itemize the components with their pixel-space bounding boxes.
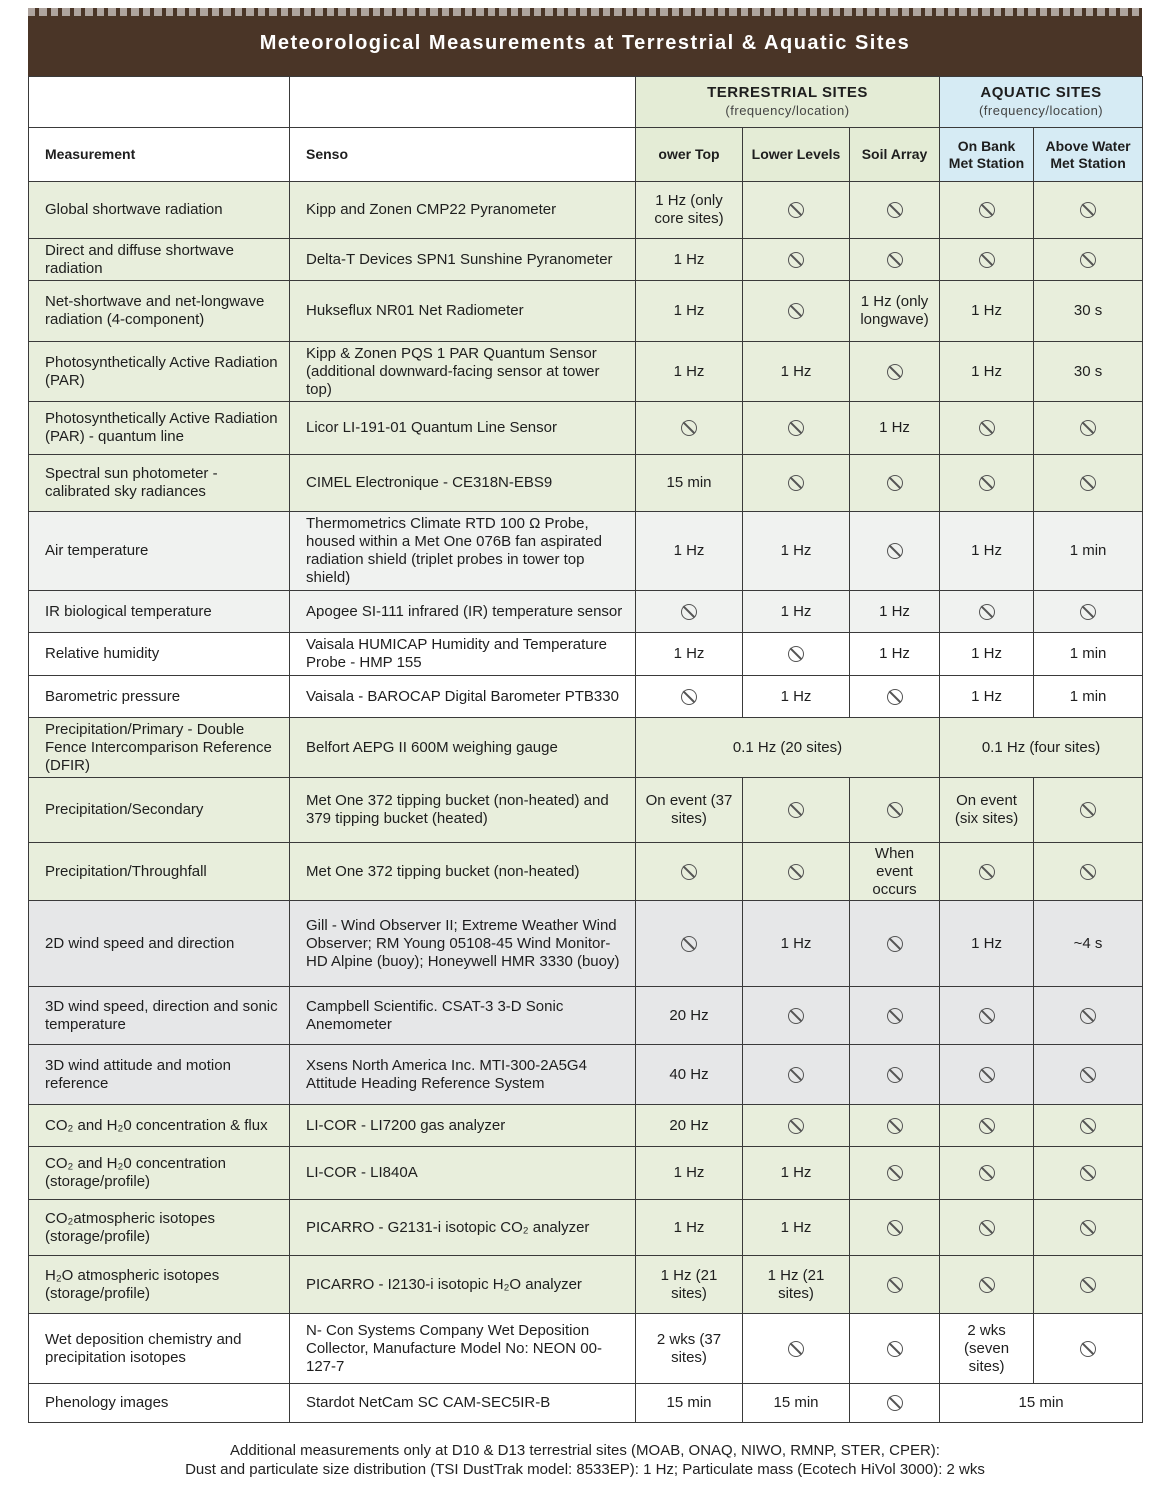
lower-levels-cell xyxy=(743,778,850,843)
not-applicable-icon xyxy=(788,1341,804,1357)
on-bank-cell: On event (six sites) xyxy=(940,778,1034,843)
not-applicable-icon xyxy=(979,1067,995,1083)
above-water-cell: 30 s xyxy=(1034,342,1143,402)
sensor-cell: Vaisala - BAROCAP Digital Barometer PTB330 xyxy=(290,676,636,718)
sensor-cell: Vaisala HUMICAP Humidity and Temperature Probe - HMP 155 xyxy=(290,633,636,676)
not-applicable-icon xyxy=(681,864,697,880)
not-applicable-icon xyxy=(788,303,804,319)
measurement-cell: Spectral sun photometer - calibrated sky radiances xyxy=(29,455,290,512)
not-applicable-icon xyxy=(979,1118,995,1134)
lower-levels-cell xyxy=(743,455,850,512)
measurement-cell: Air temperature xyxy=(29,512,290,591)
sensor-cell: Kipp and Zonen CMP22 Pyranometer xyxy=(290,182,636,239)
soil-array-cell xyxy=(850,901,940,987)
lower-levels-cell xyxy=(743,843,850,901)
table-row xyxy=(29,1105,1143,1147)
above-water-cell xyxy=(1034,1147,1143,1200)
table-row xyxy=(29,239,1143,281)
tower-top-cell: 1 Hz (only core sites) xyxy=(636,182,743,239)
soil-array-cell xyxy=(850,1384,940,1423)
table-row xyxy=(29,342,1143,402)
soil-array-cell xyxy=(850,239,940,281)
tower-top-cell: 20 Hz xyxy=(636,987,743,1045)
on-bank-cell xyxy=(940,1105,1034,1147)
not-applicable-icon xyxy=(1080,1165,1096,1181)
above-water-cell xyxy=(1034,182,1143,239)
lower-levels-cell: 1 Hz xyxy=(743,676,850,718)
lower-levels-cell xyxy=(743,402,850,455)
not-applicable-icon xyxy=(788,802,804,818)
measurement-cell: 2D wind speed and direction xyxy=(29,901,290,987)
on-bank-cell xyxy=(940,402,1034,455)
sensor-cell: Gill - Wind Observer II; Extreme Weather Wind Observer; RM Young 05108-45 Wind Monitor-HD Alpine (buoy); Honeywell HMR 3330 (buoy) xyxy=(290,901,636,987)
not-applicable-icon xyxy=(979,1277,995,1293)
sensor-cell: Met One 372 tipping bucket (non-heated) xyxy=(290,843,636,901)
tower-top-cell: 1 Hz xyxy=(636,239,743,281)
tower-top-cell xyxy=(636,402,743,455)
not-applicable-icon xyxy=(887,1008,903,1024)
not-applicable-icon xyxy=(887,689,903,705)
soil-array-cell xyxy=(850,1256,940,1314)
page-title: Meteorological Measurements at Terrestrial & Aquatic Sites xyxy=(28,8,1142,76)
not-applicable-icon xyxy=(887,475,903,491)
soil-array-cell xyxy=(850,1105,940,1147)
soil-array-cell xyxy=(850,1045,940,1105)
terrestrial-title: TERRESTRIAL SITES xyxy=(707,84,868,101)
sensor-cell: Met One 372 tipping bucket (non-heated) and 379 tipping bucket (heated) xyxy=(290,778,636,843)
not-applicable-icon xyxy=(681,689,697,705)
sensor-cell: PICARRO - G2131-i isotopic CO₂ analyzer xyxy=(290,1200,636,1256)
soil-array-cell xyxy=(850,778,940,843)
sensor-cell: Thermometrics Climate RTD 100 Ω Probe, housed within a Met One 076B fan aspirated radiation shield (triplet probes in tower top shield) xyxy=(290,512,636,591)
soil-array-cell: 1 Hz xyxy=(850,633,940,676)
table-row xyxy=(29,843,1143,901)
tower-top-cell xyxy=(636,591,743,633)
table-row xyxy=(29,987,1143,1045)
above-water-cell: 1 min xyxy=(1034,676,1143,718)
lower-levels-cell: 15 min xyxy=(743,1384,850,1423)
table-row xyxy=(29,1045,1143,1105)
header-blank-2 xyxy=(290,77,636,128)
not-applicable-icon xyxy=(788,646,804,662)
sensor-cell: LI-COR - LI840A xyxy=(290,1147,636,1200)
tower-top-cell: 1 Hz xyxy=(636,1147,743,1200)
above-water-cell: 1 min xyxy=(1034,512,1143,591)
lower-levels-cell xyxy=(743,633,850,676)
lower-levels-cell xyxy=(743,1314,850,1384)
not-applicable-icon xyxy=(979,475,995,491)
aquatic-merged-cell: 15 min xyxy=(940,1384,1143,1423)
above-water-cell xyxy=(1034,778,1143,843)
above-water-cell xyxy=(1034,455,1143,512)
not-applicable-icon xyxy=(887,1395,903,1411)
lower-levels-cell xyxy=(743,1105,850,1147)
not-applicable-icon xyxy=(979,252,995,268)
measurement-cell: Precipitation/Throughfall xyxy=(29,843,290,901)
above-water-cell xyxy=(1034,1256,1143,1314)
measurement-cell: 3D wind speed, direction and sonic temperature xyxy=(29,987,290,1045)
terrestrial-merged-cell: 0.1 Hz (20 sites) xyxy=(636,718,940,778)
sensor-cell: Stardot NetCam SC CAM-SEC5IR-B xyxy=(290,1384,636,1423)
not-applicable-icon xyxy=(887,1220,903,1236)
table-row xyxy=(29,901,1143,987)
not-applicable-icon xyxy=(887,936,903,952)
tower-top-cell xyxy=(636,843,743,901)
above-water-cell: ~4 s xyxy=(1034,901,1143,987)
footer-line-2: Dust and particulate size distribution (TSI DustTrak model: 8533EP): 1 Hz; Particulate mass (Ecotech HiVol 3000): 2 wks xyxy=(185,1461,985,1478)
measurement-cell: Phenology images xyxy=(29,1384,290,1423)
page xyxy=(28,8,1142,1423)
not-applicable-icon xyxy=(979,1220,995,1236)
on-bank-cell xyxy=(940,455,1034,512)
header-blank-1 xyxy=(29,77,290,128)
measurement-cell: CO₂ and H₂0 concentration (storage/profile) xyxy=(29,1147,290,1200)
sensor-cell: N- Con Systems Company Wet Deposition Collector, Manufacture Model No: NEON 00-127-7 xyxy=(290,1314,636,1384)
measurement-cell: CO₂atmospheric isotopes (storage/profile) xyxy=(29,1200,290,1256)
table-row xyxy=(29,1200,1143,1256)
tower-top-cell: 1 Hz xyxy=(636,633,743,676)
col-on-bank-line2: Met Station xyxy=(948,154,1025,171)
tower-top-cell: 20 Hz xyxy=(636,1105,743,1147)
soil-array-cell: 1 Hz xyxy=(850,402,940,455)
measurement-cell: IR biological temperature xyxy=(29,591,290,633)
on-bank-cell: 1 Hz xyxy=(940,512,1034,591)
sensor-cell: CIMEL Electronique - CE318N-EBS9 xyxy=(290,455,636,512)
on-bank-cell: 1 Hz xyxy=(940,901,1034,987)
not-applicable-icon xyxy=(1080,252,1096,268)
not-applicable-icon xyxy=(1080,1067,1096,1083)
on-bank-cell xyxy=(940,591,1034,633)
aquatic-merged-cell: 0.1 Hz (four sites) xyxy=(940,718,1143,778)
measurement-cell: Photosynthetically Active Radiation (PAR) xyxy=(29,342,290,402)
not-applicable-icon xyxy=(788,252,804,268)
above-water-cell xyxy=(1034,239,1143,281)
above-water-cell xyxy=(1034,1045,1143,1105)
sensor-cell: Xsens North America Inc. MTI-300-2A5G4 Attitude Heading Reference System xyxy=(290,1045,636,1105)
col-on-bank-line1: On Bank xyxy=(957,137,1016,154)
tower-top-cell: 40 Hz xyxy=(636,1045,743,1105)
lower-levels-cell: 1 Hz xyxy=(743,591,850,633)
tower-top-cell: On event (37 sites) xyxy=(636,778,743,843)
not-applicable-icon xyxy=(1080,864,1096,880)
not-applicable-icon xyxy=(788,1067,804,1083)
lower-levels-cell xyxy=(743,239,850,281)
on-bank-cell xyxy=(940,987,1034,1045)
table-row xyxy=(29,1256,1143,1314)
not-applicable-icon xyxy=(1080,420,1096,436)
soil-array-cell: 1 Hz (only longwave) xyxy=(850,281,940,342)
lower-levels-cell: 1 Hz xyxy=(743,342,850,402)
above-water-cell xyxy=(1034,1314,1143,1384)
above-water-cell: 30 s xyxy=(1034,281,1143,342)
sensor-cell: PICARRO - I2130-i isotopic H₂O analyzer xyxy=(290,1256,636,1314)
not-applicable-icon xyxy=(1080,202,1096,218)
measurement-cell: Direct and diffuse shortwave radiation xyxy=(29,239,290,281)
not-applicable-icon xyxy=(681,604,697,620)
footer-line-1: Additional measurements only at D10 & D13 terrestrial sites (MOAB, ONAQ, NIWO, RMNP, STER, CPER): xyxy=(230,1442,940,1459)
lower-levels-cell: 1 Hz xyxy=(743,901,850,987)
table-row xyxy=(29,718,1143,778)
sensor-cell: Campbell Scientific. CSAT-3 3-D Sonic Anemometer xyxy=(290,987,636,1045)
not-applicable-icon xyxy=(1080,802,1096,818)
lower-levels-cell: 1 Hz xyxy=(743,1147,850,1200)
col-on-bank xyxy=(940,128,1034,182)
not-applicable-icon xyxy=(788,475,804,491)
tower-top-cell: 2 wks (37 sites) xyxy=(636,1314,743,1384)
measurement-cell: Barometric pressure xyxy=(29,676,290,718)
lower-levels-cell: 1 Hz xyxy=(743,512,850,591)
table-row xyxy=(29,512,1143,591)
not-applicable-icon xyxy=(1080,604,1096,620)
not-applicable-icon xyxy=(887,1165,903,1181)
header-aquatic xyxy=(940,77,1143,128)
measurement-cell: Photosynthetically Active Radiation (PAR) - quantum line xyxy=(29,402,290,455)
on-bank-cell xyxy=(940,1147,1034,1200)
not-applicable-icon xyxy=(887,1277,903,1293)
not-applicable-icon xyxy=(887,802,903,818)
measurement-cell: 3D wind attitude and motion reference xyxy=(29,1045,290,1105)
not-applicable-icon xyxy=(1080,475,1096,491)
soil-array-cell xyxy=(850,1147,940,1200)
on-bank-cell xyxy=(940,1256,1034,1314)
col-above-water-line2: Met Station xyxy=(1050,154,1126,171)
tower-top-cell: 1 Hz xyxy=(636,512,743,591)
on-bank-cell: 1 Hz xyxy=(940,281,1034,342)
sensor-cell: Licor LI-191-01 Quantum Line Sensor xyxy=(290,402,636,455)
measurement-cell: H₂O atmospheric isotopes (storage/profile) xyxy=(29,1256,290,1314)
not-applicable-icon xyxy=(979,1165,995,1181)
not-applicable-icon xyxy=(887,202,903,218)
soil-array-cell xyxy=(850,182,940,239)
sensor-cell: Kipp & Zonen PQS 1 PAR Quantum Sensor (additional downward-facing sensor at tower top) xyxy=(290,342,636,402)
lower-levels-cell: 1 Hz (21 sites) xyxy=(743,1256,850,1314)
measurement-cell: CO₂ and H₂0 concentration & flux xyxy=(29,1105,290,1147)
not-applicable-icon xyxy=(788,864,804,880)
table-row xyxy=(29,281,1143,342)
not-applicable-icon xyxy=(788,202,804,218)
tower-top-cell: 1 Hz xyxy=(636,281,743,342)
tower-top-cell: 1 Hz xyxy=(636,1200,743,1256)
not-applicable-icon xyxy=(979,202,995,218)
above-water-cell xyxy=(1034,1200,1143,1256)
on-bank-cell: 2 wks (seven sites) xyxy=(940,1314,1034,1384)
sensor-cell: LI-COR - LI7200 gas analyzer xyxy=(290,1105,636,1147)
table-row xyxy=(29,778,1143,843)
col-lower-levels: Lower Levels xyxy=(743,128,850,182)
table-row xyxy=(29,591,1143,633)
tower-top-cell: 15 min xyxy=(636,1384,743,1423)
measurement-cell: Global shortwave radiation xyxy=(29,182,290,239)
not-applicable-icon xyxy=(979,1008,995,1024)
not-applicable-icon xyxy=(887,1341,903,1357)
tower-top-cell: 15 min xyxy=(636,455,743,512)
not-applicable-icon xyxy=(1080,1277,1096,1293)
soil-array-cell xyxy=(850,1314,940,1384)
table-row xyxy=(29,676,1143,718)
measurement-cell: Precipitation/Primary - Double Fence Intercomparison Reference (DFIR) xyxy=(29,718,290,778)
tower-top-cell: 1 Hz (21 sites) xyxy=(636,1256,743,1314)
tower-top-cell xyxy=(636,676,743,718)
not-applicable-icon xyxy=(1080,1341,1096,1357)
soil-array-cell xyxy=(850,342,940,402)
measurement-cell: Wet deposition chemistry and precipitation isotopes xyxy=(29,1314,290,1384)
not-applicable-icon xyxy=(681,936,697,952)
not-applicable-icon xyxy=(788,420,804,436)
not-applicable-icon xyxy=(681,420,697,436)
aquatic-title: AQUATIC SITES xyxy=(980,84,1102,101)
footer-note xyxy=(0,1441,1170,1479)
col-sensor: Senso xyxy=(290,128,636,182)
table-row xyxy=(29,402,1143,455)
above-water-cell xyxy=(1034,402,1143,455)
soil-array-cell xyxy=(850,512,940,591)
col-above-water-line1: Above Water xyxy=(1045,137,1131,154)
sensor-cell: Hukseflux NR01 Net Radiometer xyxy=(290,281,636,342)
not-applicable-icon xyxy=(887,543,903,559)
col-tower-top: ower Top xyxy=(636,128,743,182)
tower-top-cell: 1 Hz xyxy=(636,342,743,402)
on-bank-cell xyxy=(940,239,1034,281)
lower-levels-cell xyxy=(743,182,850,239)
soil-array-cell: 1 Hz xyxy=(850,591,940,633)
sensor-cell: Apogee SI-111 infrared (IR) temperature sensor xyxy=(290,591,636,633)
soil-array-cell xyxy=(850,1200,940,1256)
not-applicable-icon xyxy=(1080,1220,1096,1236)
col-measurement: Measurement xyxy=(29,128,290,182)
lower-levels-cell: 1 Hz xyxy=(743,1200,850,1256)
measurement-cell: Precipitation/Secondary xyxy=(29,778,290,843)
not-applicable-icon xyxy=(887,1118,903,1134)
lower-levels-cell xyxy=(743,987,850,1045)
above-water-cell xyxy=(1034,987,1143,1045)
above-water-cell xyxy=(1034,591,1143,633)
not-applicable-icon xyxy=(1080,1008,1096,1024)
not-applicable-icon xyxy=(788,1118,804,1134)
lower-levels-cell xyxy=(743,281,850,342)
sensor-cell: Belfort AEPG II 600M weighing gauge xyxy=(290,718,636,778)
soil-array-cell xyxy=(850,455,940,512)
table-row xyxy=(29,633,1143,676)
soil-array-cell xyxy=(850,676,940,718)
not-applicable-icon xyxy=(788,1008,804,1024)
soil-array-cell: When event occurs xyxy=(850,843,940,901)
not-applicable-icon xyxy=(887,252,903,268)
not-applicable-icon xyxy=(1080,1118,1096,1134)
on-bank-cell: 1 Hz xyxy=(940,342,1034,402)
table-row xyxy=(29,1314,1143,1384)
soil-array-cell xyxy=(850,987,940,1045)
not-applicable-icon xyxy=(887,364,903,380)
sensor-cell: Delta-T Devices SPN1 Sunshine Pyranometer xyxy=(290,239,636,281)
measurements-table xyxy=(28,76,1143,1423)
tower-top-cell xyxy=(636,901,743,987)
on-bank-cell xyxy=(940,843,1034,901)
not-applicable-icon xyxy=(979,604,995,620)
table-row xyxy=(29,455,1143,512)
not-applicable-icon xyxy=(979,864,995,880)
col-above-water xyxy=(1034,128,1143,182)
not-applicable-icon xyxy=(979,420,995,436)
lower-levels-cell xyxy=(743,1045,850,1105)
not-applicable-icon xyxy=(887,1067,903,1083)
above-water-cell: 1 min xyxy=(1034,633,1143,676)
measurement-cell: Net-shortwave and net-longwave radiation (4-component) xyxy=(29,281,290,342)
measurement-cell: Relative humidity xyxy=(29,633,290,676)
table-row xyxy=(29,182,1143,239)
aquatic-subtitle: (frequency/location) xyxy=(978,103,1104,118)
above-water-cell xyxy=(1034,1105,1143,1147)
on-bank-cell xyxy=(940,1045,1034,1105)
on-bank-cell: 1 Hz xyxy=(940,676,1034,718)
on-bank-cell: 1 Hz xyxy=(940,633,1034,676)
header-terrestrial xyxy=(636,77,940,128)
on-bank-cell xyxy=(940,182,1034,239)
col-soil-array: Soil Array xyxy=(850,128,940,182)
terrestrial-subtitle: (frequency/location) xyxy=(725,103,850,118)
table-row xyxy=(29,1384,1143,1423)
on-bank-cell xyxy=(940,1200,1034,1256)
table-row xyxy=(29,1147,1143,1200)
above-water-cell xyxy=(1034,843,1143,901)
